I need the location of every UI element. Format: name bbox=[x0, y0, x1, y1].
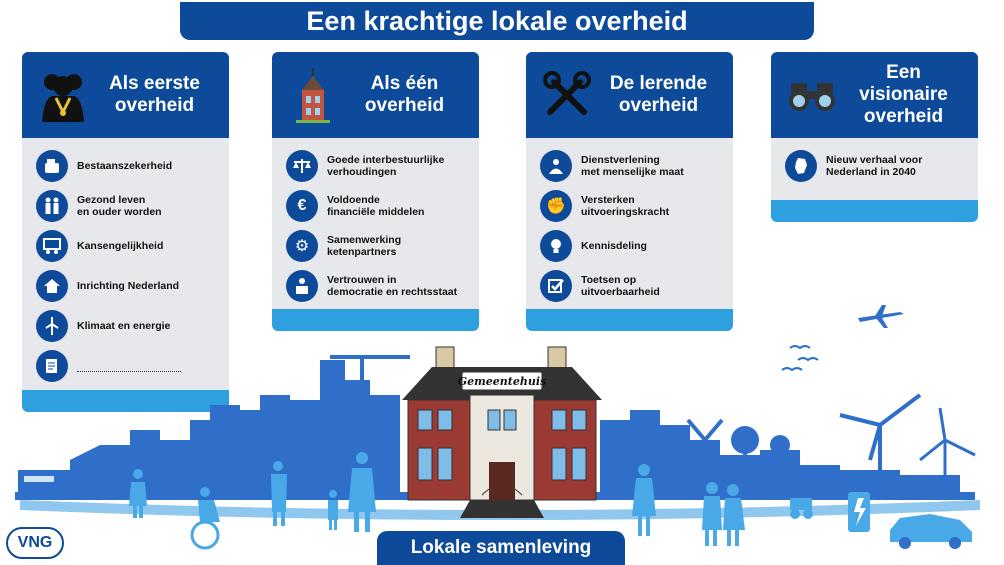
item-label: Bestaanszekerheid bbox=[77, 160, 173, 172]
bottom-label: Lokale samenleving bbox=[377, 531, 625, 565]
item-label: Nieuw verhaal voor Nederland in 2040 bbox=[826, 154, 923, 178]
page-title: Een krachtige lokale overheid bbox=[180, 2, 814, 40]
item-label: Samenwerking ketenpartners bbox=[327, 234, 402, 258]
wind-turbine-icon bbox=[840, 395, 975, 478]
item-label: Kansengelijkheid bbox=[77, 240, 164, 252]
card-title: Een visionaire overheid bbox=[859, 62, 948, 127]
item-label: Voldoende financiële middelen bbox=[327, 194, 425, 218]
item-label: Klimaat en energie bbox=[77, 320, 171, 332]
item-label: Kennisdeling bbox=[581, 240, 647, 252]
fist-icon: ✊ bbox=[540, 190, 572, 222]
euro-icon: € bbox=[286, 190, 318, 222]
item-label: Goede interbestuurlijke verhoudingen bbox=[327, 154, 445, 178]
item-label: Inrichting Nederland bbox=[77, 280, 180, 292]
item-label: Dienstverlening met menselijke maat bbox=[581, 154, 684, 178]
item-label: Versterken uitvoeringskracht bbox=[581, 194, 670, 218]
card-title: Als eerste overheid bbox=[109, 73, 200, 116]
card-title: Als één overheid bbox=[364, 73, 445, 116]
vng-logo: VNG bbox=[6, 527, 64, 559]
birds-icon bbox=[782, 346, 818, 370]
building-sign-text: Gemeentehuis bbox=[457, 375, 547, 388]
gears-icon: ⚙ bbox=[286, 230, 318, 262]
item-label: Gezond leven en ouder worden bbox=[77, 194, 162, 218]
card-title: De lerende overheid bbox=[609, 73, 708, 116]
item-label: Toetsen op uitvoerbaarheid bbox=[581, 274, 660, 298]
item-label: Vertrouwen in democratie en rechtsstaat bbox=[327, 274, 458, 298]
airplane-icon bbox=[858, 305, 904, 328]
